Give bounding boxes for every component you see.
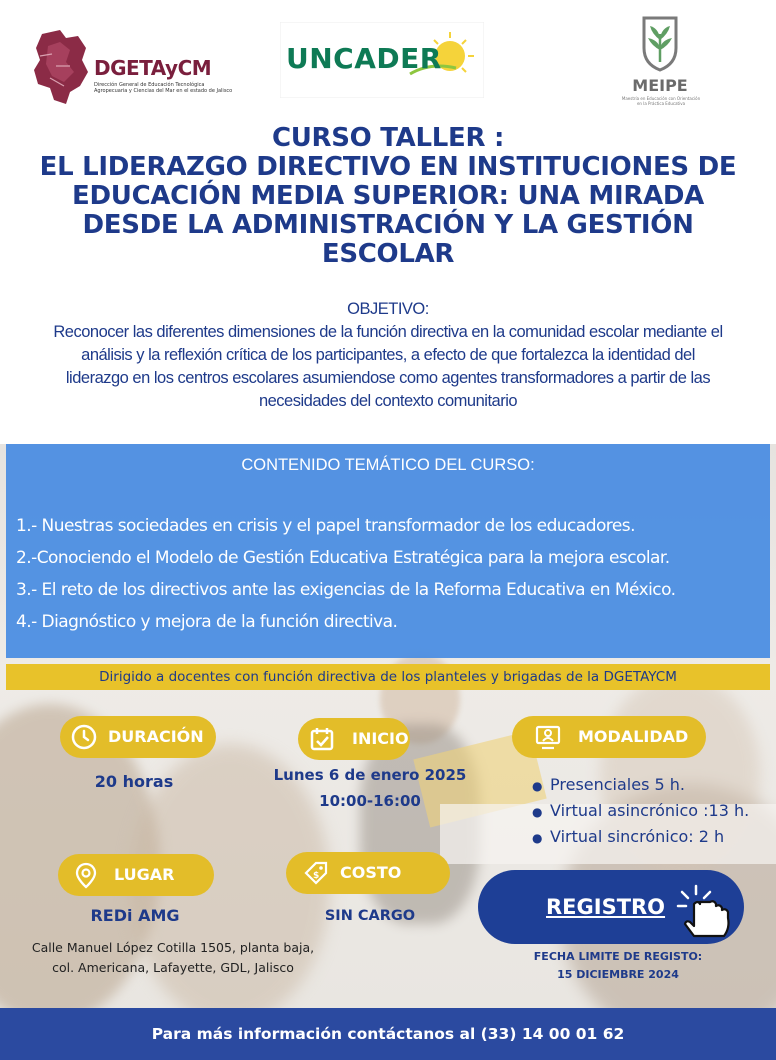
content-heading: CONTENIDO TEMÁTICO DEL CURSO: (241, 456, 535, 474)
title-line: EL LIDERAZGO DIRECTIVO EN INSTITUCIONES DE (39, 152, 737, 182)
uncader-name: UNCADER (286, 42, 442, 75)
course-title (20, 124, 756, 269)
clock-icon (70, 723, 98, 751)
title-line: ESCOLAR (321, 239, 455, 269)
inicio-time: 10:00-16:00 (319, 792, 421, 810)
costo-value: SIN CARGO (324, 908, 416, 924)
modalidad-pill (512, 716, 706, 758)
lugar-label: LUGAR (114, 865, 175, 884)
lugar-address-line2: col. Americana, Lafayette, GDL, Jalisco (52, 960, 294, 975)
modalidad-item: ● Virtual asincrónico :13 h. (532, 801, 750, 820)
objective-section (6, 298, 770, 413)
objective-line: análisis y la reflexión crítica de los participantes, a efecto de que fortalezca la identidad del (81, 346, 695, 364)
shield-leaf-icon (612, 14, 708, 74)
modalidad-item-text: Presenciales 5 h. (550, 775, 686, 794)
modalidad-item: ● Virtual sincrónico: 2 h (532, 827, 725, 846)
audience-bar: Dirigido a docentes con función directiva de los planteles y brigadas de la DGETAYCM (6, 664, 770, 690)
location-pin-icon (72, 861, 100, 889)
dgeta-subtitle: Dirección General de Educación Tecnológica Agropecuaria y Ciencias del Mar en el estado de Jalisco (94, 82, 233, 94)
modalidad-item-text: Virtual asincrónico :13 h. (550, 801, 750, 820)
lugar-address-line1: Calle Manuel López Cotilla 1505, planta baja, (31, 940, 315, 955)
duracion-label: DURACIÓN (108, 727, 204, 746)
monitor-user-icon (534, 723, 562, 751)
inicio-label: INICIO (352, 729, 409, 748)
duracion-pill (60, 716, 216, 758)
objective-line: necesidades del contexto comunitario (258, 392, 518, 410)
title-line: EDUCACIÓN MEDIA SUPERIOR: UNA MIRADA (72, 181, 704, 211)
inicio-pill (298, 718, 410, 760)
content-panel (6, 444, 770, 658)
objective-label: OBJETIVO: (347, 300, 429, 318)
registro-deadline-line2: 15 DICIEMBRE 2024 (557, 968, 679, 981)
modalidad-item-text: Virtual sincrónico: 2 h (550, 827, 725, 846)
dgeta-name: DGETAyCM (94, 56, 212, 80)
modalidad-label: MODALIDAD (578, 727, 689, 746)
costo-pill (286, 852, 450, 894)
uncader-logo (280, 22, 484, 98)
registro-label: REGISTRO (546, 895, 666, 919)
modalidad-list (532, 772, 772, 850)
title-line: DESDE LA ADMINISTRACIÓN Y LA GESTIÓN (82, 210, 694, 240)
registro-deadline-line1: FECHA LIMITE DE REGISTO: (533, 950, 703, 963)
objective-line: liderazgo en los centros escolares asumiendose como agentes transformadores a partir de las (65, 369, 711, 387)
content-item: 1.- Nuestras sociedades en crisis y el papel transformador de los educadores. (16, 516, 635, 536)
calendar-icon (308, 725, 336, 753)
inicio-date: Lunes 6 de enero 2025 (273, 766, 467, 784)
lugar-pill (58, 854, 214, 896)
content-item: 4.- Diagnóstico y mejora de la función directiva. (16, 612, 398, 632)
meipe-subtitle: Maestría en Educación con Orientación en la Práctica Educativa (621, 96, 701, 106)
svg-text:$: $ (313, 871, 320, 881)
registro-button[interactable] (478, 870, 744, 944)
content-item: 3.- El reto de los directivos ante las exigencias de la Reforma Educativa en México. (16, 580, 676, 600)
title-line: CURSO TALLER : (271, 123, 505, 153)
modalidad-item: ● Presenciales 5 h. (532, 775, 686, 794)
price-tag-icon (302, 859, 330, 887)
contact-footer: Para más información contáctanos al (33) 14 00 01 62 (0, 1008, 776, 1060)
dgeta-logo (30, 26, 233, 110)
lugar-name: REDi AMG (90, 906, 180, 925)
duracion-value: 20 horas (94, 772, 174, 791)
objective-line: Reconocer las diferentes dimensiones de la función directiva en la comunidad escolar mediante el (53, 323, 723, 341)
pointer-hand-icon (674, 882, 740, 944)
meipe-logo (612, 14, 708, 110)
meipe-name: MEIPE (632, 76, 688, 95)
costo-label: COSTO (340, 863, 402, 882)
content-item: 2.-Conociendo el Modelo de Gestión Educativa Estratégica para la mejora escolar. (16, 548, 670, 568)
jalisco-map-icon (30, 26, 92, 110)
